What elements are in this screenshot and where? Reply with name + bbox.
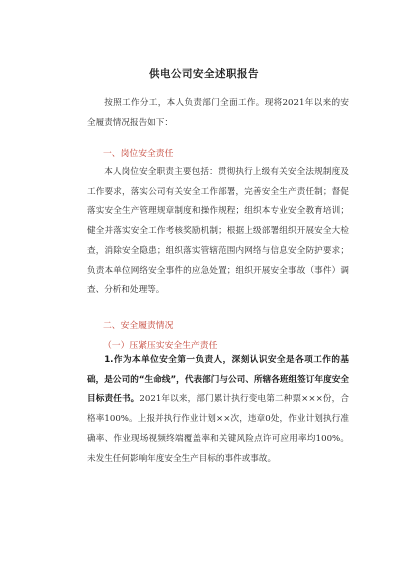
section1-heading: 一、岗位安全责任 [103, 149, 174, 159]
section2-heading: 二、安全履责情况 [103, 321, 174, 331]
body-text: 2021年以来，部门累计执行变电第二种票×××份，合格率100%。上报并执行作业计划××次，违章0处，作业计划执行准确率、作业现场视频终端覆盖率和关键风险点许可应用率均100%。未发生任何影响年度安全生产目标的事件或事故。 [87, 394, 349, 464]
section2-sub1-heading: （一）压紧压实安全生产责任 [103, 341, 218, 351]
document-title: 供电公司安全述职报告 [149, 68, 259, 80]
section2-sub1-paragraph [87, 351, 349, 469]
section1-paragraph: 本人岗位安全职责主要包括：贯彻执行上级有关安全法规制度及工作要求，落实公司有关安全工作部署，完善安全生产责任制；督促落实安全生产管理规章制度和操作规程；组织本专业安全教育培训；健全并落实安全工作考核奖励机制；根据上级部署组织开展安全大检查，消除安全隐患；组织落实管辖范围内网络与信息安全防护要求；负责本单位网络安全事件的应急处置；组织开展安全事故（事件）调查、分析和处理等。 [87, 167, 349, 296]
intro-paragraph: 按照工作分工，本人负责部门全面工作。现将2021年以来的安全履责情况报告如下： [87, 98, 349, 128]
bold-lead-text: 1.作为本单位安全第一负责人，深刻认识安全是各项工作的基础，是公司的“生命线”，代表部门与公司、所辖各班组签订年度安全目标责任书。 [87, 355, 349, 405]
